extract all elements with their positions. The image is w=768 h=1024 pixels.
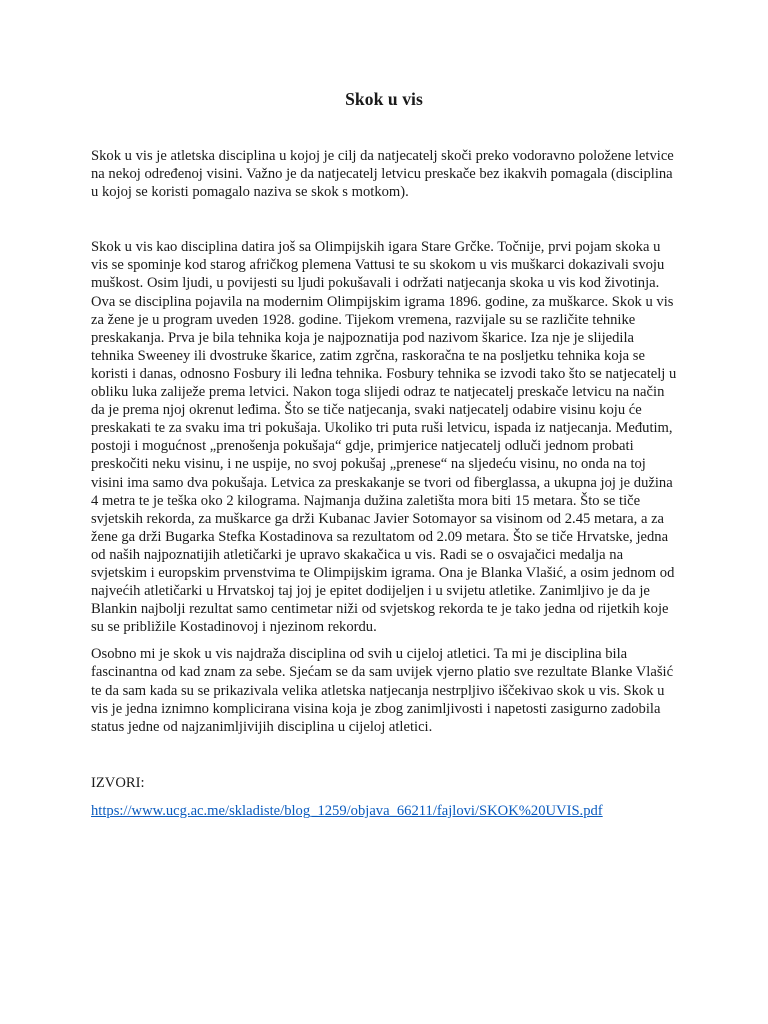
paragraph-definition: Skok u vis je atletska disciplina u kojoj je cilj da natjecatelj skoči preko vodoravno položene letvice na nekoj određenoj visini. Važno je da natjecatelj letvicu preskače bez ikakvih pomagala (disciplina u kojoj se koristi pomagalo naziva se skok s motkom). — [91, 148, 674, 201]
document-page — [91, 0, 677, 820]
paragraph-personal: Osobno mi je skok u vis najdraža disciplina od svih u cijeloj atletici. Ta mi je disciplina bila fascinantna od kad znam za sebe. Sjećam se da sam uvijek vjerno platio sve rezultate Blanke Vlašić te da sam kada su se prikazivala velika atletska natjecanja nestrpljivo iščekivao skok u vis. Skok u vis je jedna iznimno komplicirana visina koja je zbog zanimljivosti i napetosti zasigurno zadobila status jedne od najzanimljivijih disciplina u cijeloj atletici. — [91, 646, 674, 735]
document-title: Skok u vis — [345, 89, 423, 109]
source-link[interactable]: https://www.ucg.ac.me/skladiste/blog_1259/objava_66211/fajlovi/SKOK%20UVIS.pdf — [91, 802, 603, 819]
sources-label: IZVORI: — [91, 774, 145, 791]
paragraph-history: Skok u vis kao disciplina datira još sa Olimpijskih igara Stare Grčke. Točnije, prvi pojam skoka u vis se spominje kod starog afričkog plemena Vattusi te su skokom u vis muškarci dokazivali svoju muškost. Osim ljudi, u povijesti su ljudi pokušavali i održati natjecanja skoka u vis kod životinja. Ova se disciplina pojavila na modernim Olimpijskim igrama 1896. godine, za muškarce. Skok u vis za žene je u program uveden 1928. godine. Tijekom vremena, razvijale su se različite tehnike preskakanja. Prva je bila tehnika koja je najpoznatija pod nazivom škarice. Iza nje je slijedila tehnika Sweeney ili dvostruke škarice, zatim zgrčna, raskoračna te na posljetku tehnika koja se koristi i danas, odnosno Fosbury ili leđna tehnika. Fosbury tehnika se izvodi tako što se natjecatelj u obliku luka zaliježe prema letvici. Nakon toga slijedi odraz te natjecatelj preskače letvicu na način da je prema njoj okrenut leđima. Što se tiče natjecanja, svaki natjecatelj odabire visinu koju će preskakati te za svaku ima tri pokušaja. Ukoliko tri puta ruši letvicu, ispada iz natjecanja. Međutim, postoji i mogućnost „prenošenja pokušaja“ gdje, primjerice natjecatelj odluči jednom probati preskočiti neku visinu, i ne uspije, no svoj pokušaj „prenese“ na sljedeću visinu, no onda na toj visini ima samo dva pokušaja. Letvica za preskakanje se tvori od fiberglassa, a ukupna joj je dužina 4 metra te je teška oko 2 kilograma. Najmanja dužina zaletišta mora biti 15 metara. Što se tiče svjetskih rekorda, za muškarce ga drži Kubanac Javier Sotomayor sa visinom od 2.45 metara, a za žene ga drži Bugarka Stefka Kostadinova sa rezultatom od 2.09 metara. Što se tiče Hrvatske, jedna od naših najpoznatijih atletičarki je upravo skakačica u vis. Radi se o osvajačici medalja na svjetskim i europskim prvenstvima te Olimpijskim igrama. Ona je Blanka Vlašić, a osim jednom od najvećih atletičarki u Hrvatskoj taj joj je epitet dodijeljen i u svijetu atletike. Zanimljivo je da je Blankin najbolji rezultat samo centimetar niži od svjetskog rekorda te je tako jedna od rijetkih koje su se približile Kostadinovoj i njezinom rekordu. — [91, 239, 677, 636]
